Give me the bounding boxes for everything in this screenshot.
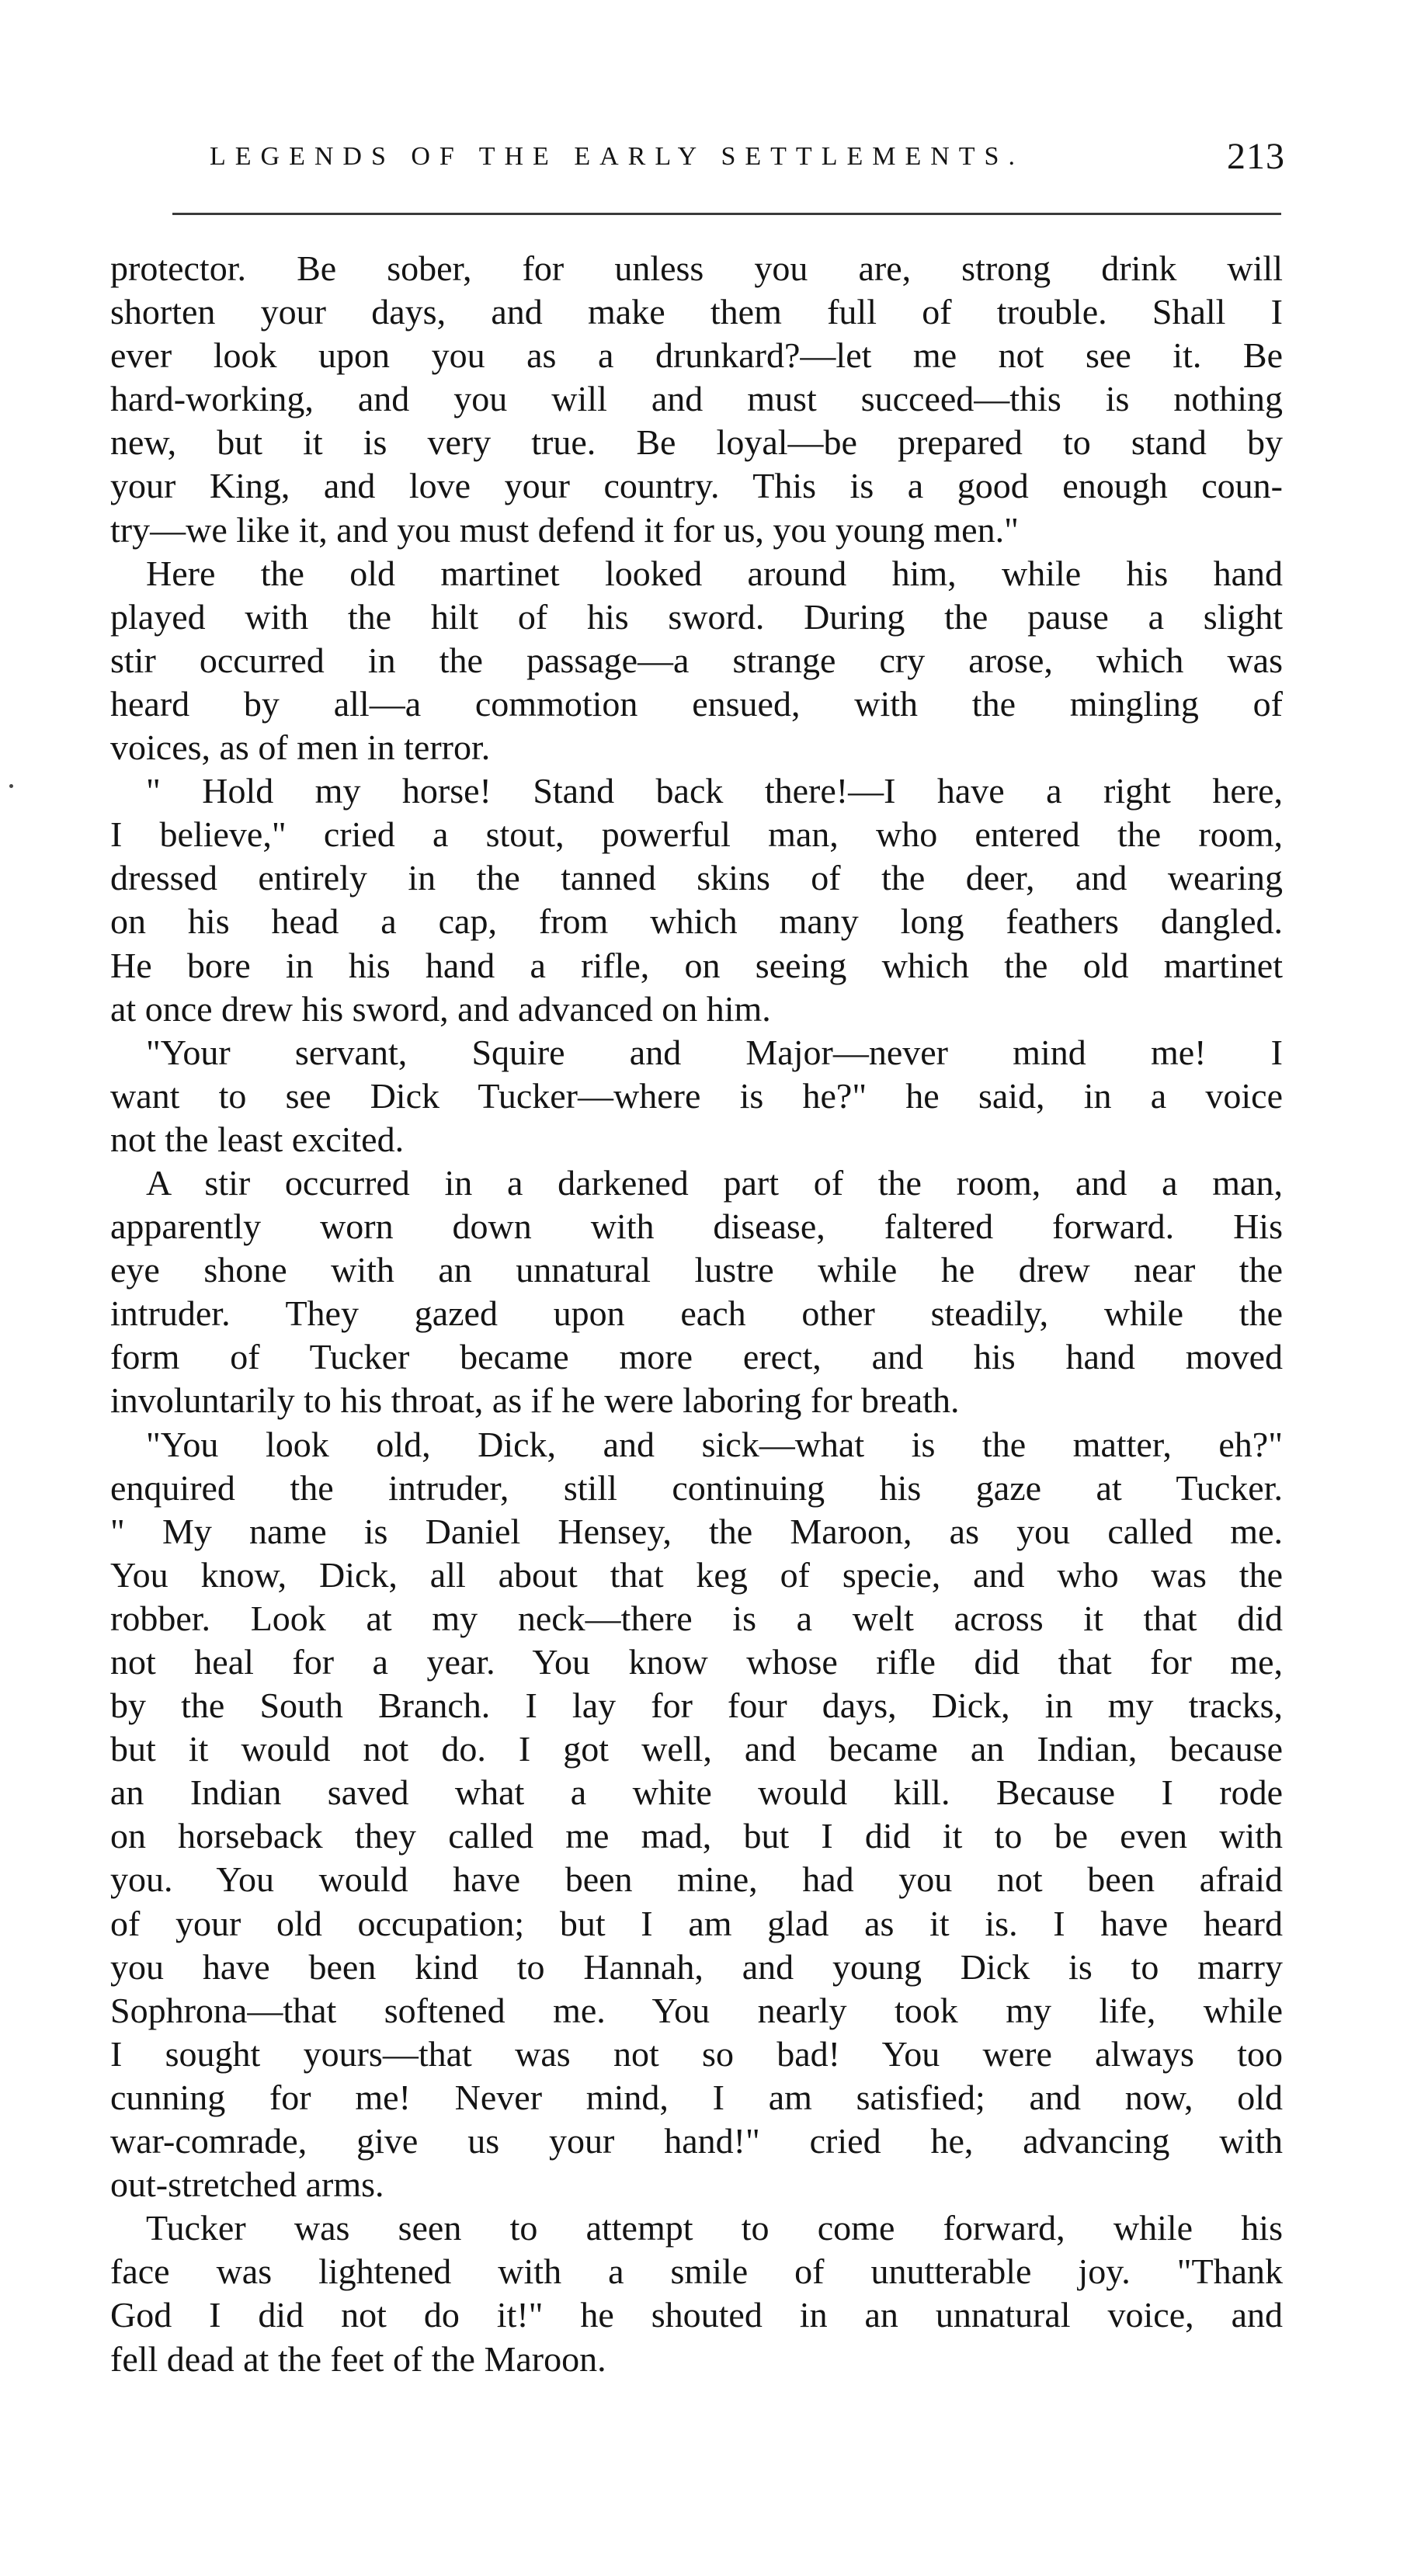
- paragraph: [110, 1031, 1283, 1161]
- text-line: face was lightened with a smile of unutterable joy. "Thank: [110, 2251, 1283, 2292]
- text-line: You know, Dick, all about that keg of specie, and who was the: [110, 1554, 1283, 1595]
- text-line: out-stretched arms.: [110, 2165, 384, 2205]
- text-line: stir occurred in the passage—a strange cry arose, which was: [110, 640, 1283, 680]
- text-line: "Your servant, Squire and Major—never mind me! I: [146, 1032, 1283, 1072]
- text-line: " My name is Daniel Hensey, the Maroon, as you called me.: [110, 1511, 1283, 1551]
- paragraph: [110, 769, 1283, 1031]
- text-line: not the least excited.: [110, 1119, 405, 1159]
- margin-speck: [9, 784, 13, 788]
- text-line: but it would not do. I got well, and became an Indian, because: [110, 1729, 1283, 1769]
- text-line: at once drew his sword, and advanced on him.: [110, 988, 771, 1029]
- text-line: by the South Branch. I lay for four days, Dick, in my tracks,: [110, 1686, 1283, 1726]
- paragraph: [110, 2206, 1283, 2380]
- text-line: an Indian saved what a white would kill. Because I rode: [110, 1772, 1283, 1813]
- body-text: [110, 247, 1283, 2381]
- text-line: God I did not do it!" he shouted in an unnatural voice, and: [110, 2295, 1283, 2335]
- text-line: "You look old, Dick, and sick—what is the matter, eh?": [146, 1424, 1283, 1464]
- text-line: intruder. They gazed upon each other steadily, while the: [110, 1293, 1283, 1334]
- paragraph: [110, 247, 1283, 552]
- text-line: Here the old martinet looked around him, while his hand: [146, 553, 1283, 593]
- text-line: Sophrona—that softened me. You nearly took my life, while: [110, 1990, 1283, 2030]
- text-line: on horseback they called me mad, but I did it to be even with: [110, 1816, 1283, 1856]
- text-line: Tucker was seen to attempt to come forward, while his: [146, 2208, 1283, 2248]
- text-line: want to see Dick Tucker—where is he?" he said, in a voice: [110, 1075, 1283, 1116]
- header-rule: [172, 213, 1281, 215]
- text-line: new, but it is very true. Be loyal—be prepared to stand by: [110, 422, 1283, 463]
- text-line: shorten your days, and make them full of trouble. Shall I: [110, 292, 1283, 332]
- text-line: voices, as of men in terror.: [110, 727, 491, 768]
- text-line: I sought yours—that was not so bad! You were always too: [110, 2033, 1283, 2074]
- text-line: eye shone with an unnatural lustre while he drew near the: [110, 1250, 1283, 1290]
- text-line: you. You would have been mine, had you not been afraid: [110, 1859, 1283, 1900]
- text-line: war-comrade, give us your hand!" cried he, advancing with: [110, 2121, 1283, 2161]
- paragraph: [110, 1161, 1283, 1423]
- text-line: try—we like it, and you must defend it for us, you young men.": [110, 509, 1019, 550]
- text-line: He bore in his hand a rifle, on seeing which the old martinet: [110, 945, 1283, 985]
- paragraph: [110, 1423, 1283, 2207]
- text-line: played with the hilt of his sword. During the pause a slight: [110, 596, 1283, 637]
- text-line: your King, and love your country. This is a good enough coun-: [110, 466, 1283, 506]
- text-line: enquired the intruder, still continuing his gaze at Tucker.: [110, 1467, 1283, 1508]
- text-line: " Hold my horse! Stand back there!—I have a right here,: [146, 771, 1283, 811]
- running-header: [210, 134, 1285, 180]
- text-line: form of Tucker became more erect, and his hand moved: [110, 1337, 1283, 1377]
- text-line: on his head a cap, from which many long feathers dangled.: [110, 901, 1283, 942]
- text-line: ever look upon you as a drunkard?—let me not see it. Be: [110, 335, 1283, 376]
- text-line: of your old occupation; but I am glad as it is. I have heard: [110, 1903, 1283, 1943]
- text-line: A stir occurred in a darkened part of the room, and a man,: [146, 1162, 1283, 1203]
- text-line: cunning for me! Never mind, I am satisfied; and now, old: [110, 2077, 1283, 2117]
- text-line: robber. Look at my neck—there is a welt across it that did: [110, 1598, 1283, 1638]
- paragraph: [110, 552, 1283, 769]
- text-line: not heal for a year. You know whose rifle did that for me,: [110, 1642, 1283, 1682]
- text-line: involuntarily to his throat, as if he were laboring for breath.: [110, 1380, 960, 1421]
- text-line: apparently worn down with disease, faltered forward. His: [110, 1206, 1283, 1247]
- text-line: hard-working, and you will and must succeed—this is nothing: [110, 379, 1283, 419]
- text-line: fell dead at the feet of the Maroon.: [110, 2338, 606, 2379]
- page-number: 213: [1227, 136, 1285, 177]
- text-line: dressed entirely in the tanned skins of the deer, and wearing: [110, 858, 1283, 898]
- text-line: protector. Be sober, for unless you are, strong drink will: [110, 248, 1283, 288]
- running-title: LEGENDS OF THE EARLY SETTLEMENTS.: [210, 142, 1024, 171]
- text-line: I believe," cried a stout, powerful man, who entered the room,: [110, 814, 1283, 855]
- text-line: heard by all—a commotion ensued, with the mingling of: [110, 683, 1283, 724]
- text-line: you have been kind to Hannah, and young Dick is to marry: [110, 1946, 1283, 1987]
